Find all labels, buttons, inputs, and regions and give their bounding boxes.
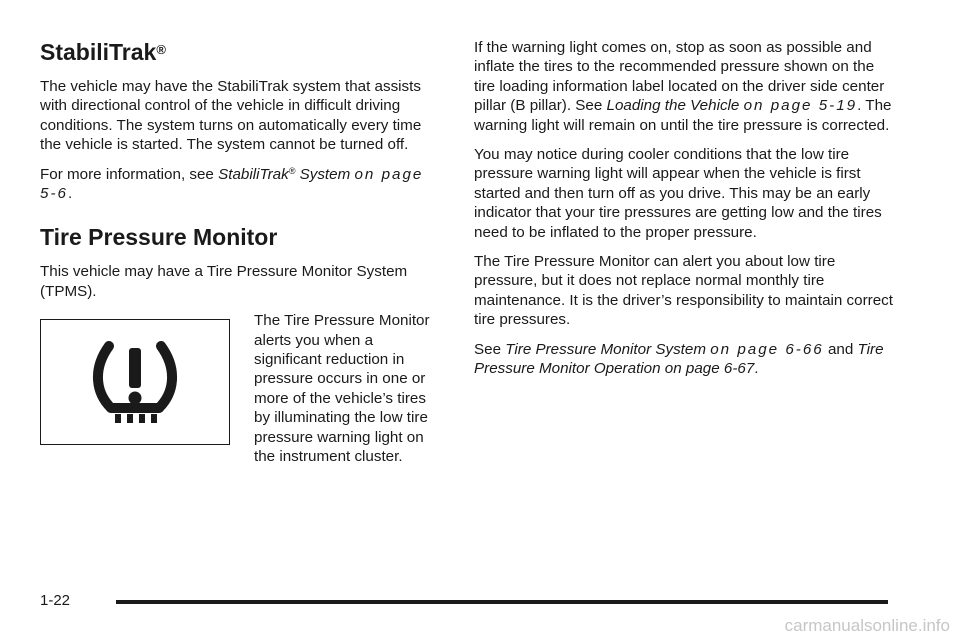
section-heading-tire-pressure-monitor: Tire Pressure Monitor bbox=[40, 224, 278, 251]
page-number: 1-22 bbox=[40, 592, 71, 609]
registered-mark: ® bbox=[156, 42, 166, 57]
loading-the-vehicle-link[interactable]: Loading the Vehicle on page 5-19 bbox=[606, 97, 858, 115]
tpms-intro: This vehicle may have a Tire Pressure Monitor System (TPMS). bbox=[40, 263, 408, 300]
tpms-system-link[interactable]: Tire Pressure Monitor System on page 6-66 bbox=[505, 340, 824, 358]
right-column bbox=[474, 38, 894, 389]
cooler-conditions-paragraph: You may notice during cooler conditions that the low tire pressure warning light will appear when the vehicle is first started and then turn off as you drive. This may be an early indicator that your tire pressures are getting low and the tires need to be inflated to the proper pressure. bbox=[474, 146, 882, 241]
section-heading-stabilitrak: StabiliTrak® bbox=[40, 39, 166, 65]
footer-rule bbox=[116, 600, 888, 604]
stabilitrak-reference: For more information, see StabiliTrak® System on page 5-6. bbox=[40, 165, 424, 203]
tpms-illustration bbox=[40, 319, 230, 445]
watermark: carmanualsonline.info bbox=[784, 616, 950, 635]
stabilitrak-description: The vehicle may have the StabiliTrak system that assists with directional control of the vehicle in difficult driving conditions. The system turns on automatically every time the vehicle is started. The system cannot be turned off. bbox=[40, 78, 422, 154]
tpms-figure bbox=[40, 311, 440, 476]
left-column bbox=[40, 38, 440, 477]
tpms-operation-link[interactable]: Tire Pressure Monitor Operation on page 6-67 bbox=[474, 340, 884, 378]
stabilitrak-system-link[interactable]: StabiliTrak® System on page 5-6 bbox=[40, 165, 424, 203]
tpms-figure-caption: The Tire Pressure Monitor alerts you when a significant reduction in pressure occurs in one or more of the vehicle’s tires by illuminating the low tire pressure warning light on the instrument cluster. bbox=[254, 312, 430, 466]
low-tire-pressure-warning-icon bbox=[87, 334, 183, 430]
warning-light-paragraph: If the warning light comes on, stop as soon as possible and inflate the tires to the recommended pressure shown on the tire loading information label located on the driver side center pillar (B pillar). See Loading the Vehicle on page 5-19. The warning light will remain on until the tire pressure is corrected. bbox=[474, 39, 892, 134]
maintenance-paragraph: The Tire Pressure Monitor can alert you about low tire pressure, but it does not replace normal monthly tire maintenance. It is the driver’s responsibility to maintain correct tire pressures. bbox=[474, 253, 893, 329]
see-also-paragraph: See Tire Pressure Monitor System on page 6-66 and Tire Pressure Monitor Operation on page 6-67. bbox=[474, 340, 884, 378]
